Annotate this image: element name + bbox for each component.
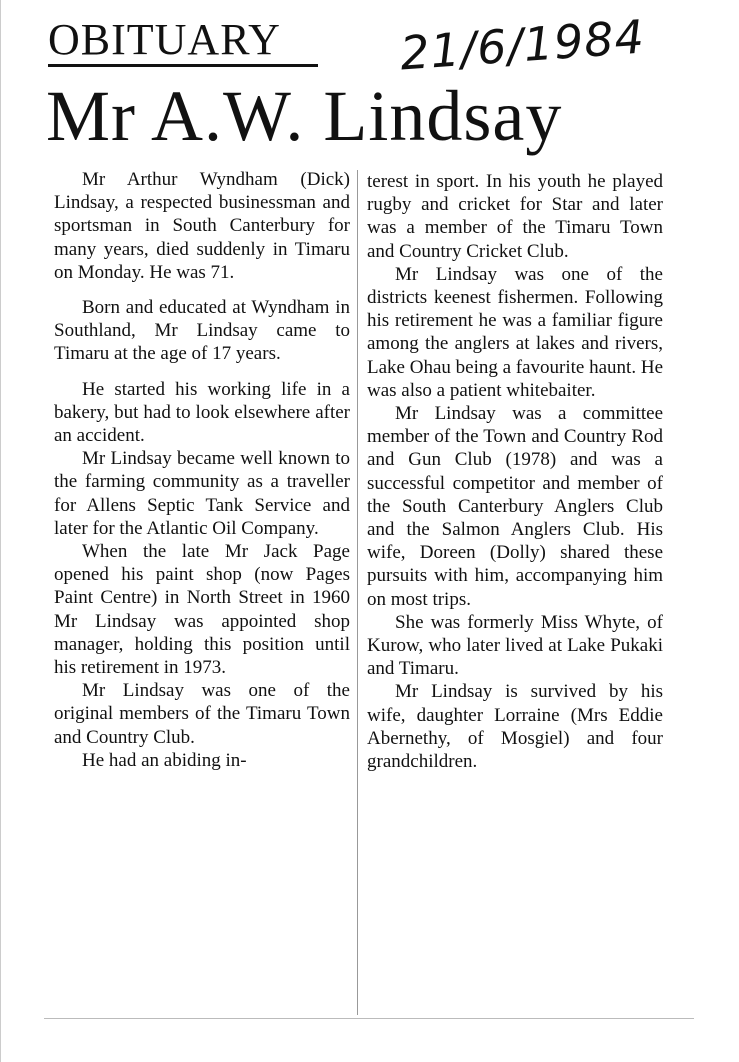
paragraph: Mr Lindsay was a committee member of the Town and Country Rod and Gun Club (1978) and was a successful competitor and member of the South Canterbury Anglers Club and the Salmon Anglers Club. His wife, Doreen (Dolly) shared these pursuits with him, accompanying him on most trips. (367, 403, 663, 610)
bottom-rule (44, 1018, 694, 1019)
paragraph: Mr Lindsay is survived by his wife, daughter Lorraine (Mrs Eddie Abernethy, of Mosgiel) and four grandchildren. (367, 681, 663, 773)
right-column (367, 170, 663, 773)
paragraph: Mr Lindsay became well known to the farming community as a traveller for Allens Septic Tank Service and later for the Atlantic Oil Company. (54, 448, 350, 539)
column-divider (357, 170, 358, 1015)
paragraph: Born and educated at Wyndham in Southland, Mr Lindsay came to Timaru at the age of 17 years. (54, 297, 350, 365)
left-column (54, 168, 350, 772)
paragraph: terest in sport. In his youth he played rugby and cricket for Star and later was a member of the Timaru Town and Country Cricket Club. (367, 171, 663, 262)
paragraph: Mr Arthur Wyndham (Dick) Lindsay, a respected businessman and sportsman in South Canterbury for many years, died suddenly in Timaru on Monday. He was 71. (54, 169, 350, 283)
paragraph: She was formerly Miss Whyte, of Kurow, who later lived at Lake Pukaki and Timaru. (367, 611, 663, 680)
paragraph: Mr Lindsay was one of the original members of the Timaru Town and Country Club. (54, 680, 350, 748)
paragraph: He had an abiding in- (82, 749, 247, 771)
handwritten-date: 21/6/1984 (398, 9, 647, 81)
paragraph: When the late Mr Jack Page opened his paint shop (now Pages Paint Centre) in North Street in 1960 Mr Lindsay was appointed shop manager, holding this position until his retirement in 1973. (54, 541, 350, 679)
section-underline (48, 64, 318, 67)
headline: Mr A.W. Lindsay (46, 76, 563, 156)
section-label: OBITUARY (48, 15, 281, 64)
paragraph: Mr Lindsay was one of the districts keenest fishermen. Following his retirement he was a familiar figure among the anglers at lakes and rivers, Lake Ohau being a favourite haunt. He was also a patient whitebaiter. (367, 263, 663, 401)
scan-edge (0, 0, 1, 1062)
paragraph: He started his working life in a bakery, but had to look elsewhere after an accident. (54, 378, 350, 447)
